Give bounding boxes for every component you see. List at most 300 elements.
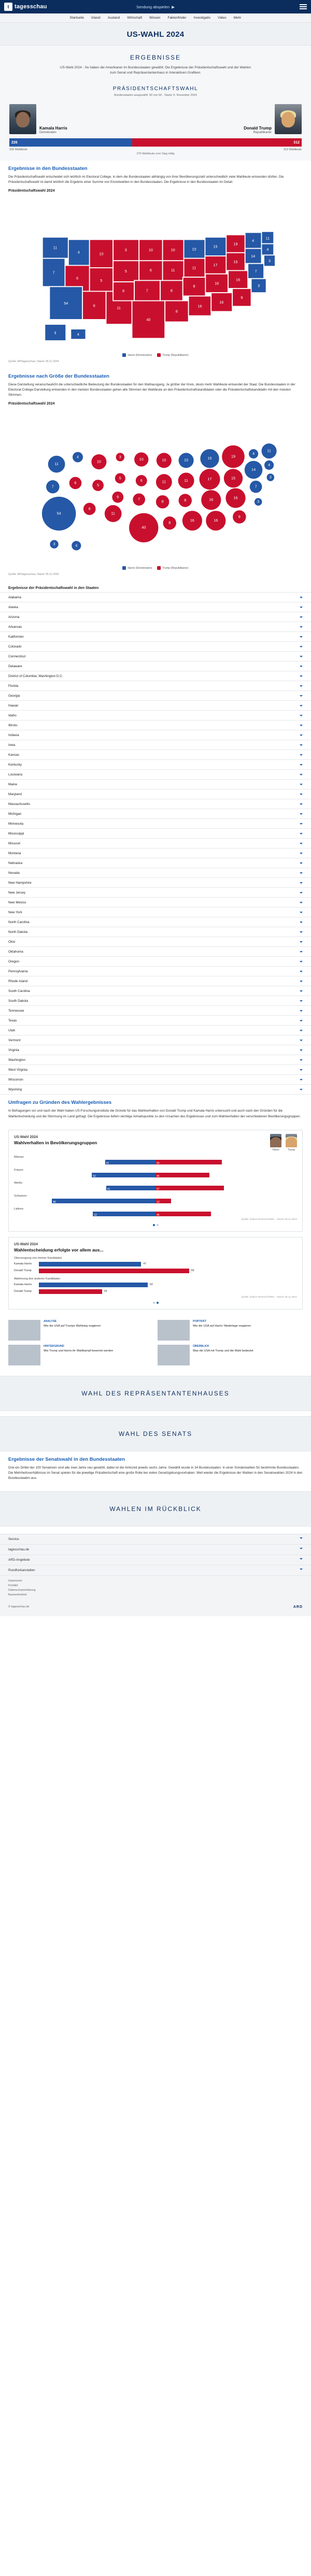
state-row[interactable] (0, 1035, 311, 1045)
chevron-down-icon (300, 754, 303, 756)
size-map-caption: Quelle: AP/tagesschau; Stand: 06.11.2024 (8, 573, 59, 577)
state-name: Ohio (8, 940, 16, 944)
svg-text:17: 17 (213, 263, 218, 268)
svg-text:19: 19 (233, 241, 238, 247)
hbar-value: 29 (104, 1290, 107, 1293)
play-broadcast-button[interactable] (136, 5, 175, 9)
state-name: Arkansas (8, 625, 22, 629)
chevron-down-icon (300, 1049, 303, 1051)
hbar-label: Kamala Harris (14, 1283, 32, 1287)
survey-group-bar (14, 1173, 297, 1177)
svg-text:6: 6 (140, 478, 143, 483)
state-name: Idaho (8, 713, 17, 717)
state-name: South Dakota (8, 999, 29, 1003)
chevron-down-icon (300, 794, 303, 795)
state-name: Rhode Island (8, 979, 28, 983)
svg-text:7: 7 (138, 497, 140, 502)
svg-text:6: 6 (76, 276, 79, 281)
state-row[interactable] (0, 1065, 311, 1075)
senate-results-block (0, 1451, 311, 1486)
carousel-dots[interactable] (14, 1224, 297, 1226)
candidate-harris (4, 104, 156, 134)
teaser-thumbnail (158, 1345, 190, 1365)
threshold-note: 270 Wahlleute zum Sieg nötig (0, 151, 311, 161)
svg-text:11: 11 (162, 479, 166, 484)
surveys-block (0, 1095, 311, 1124)
survey2-source: Quelle: Edison Research/NBC · Stand: 06.11.2024 (241, 1296, 297, 1299)
legend-left: 226 Wahlleute (9, 148, 27, 152)
harris-label: Harris (272, 1148, 279, 1152)
chevron-down-icon (300, 823, 303, 825)
page-title: US-WAHL 2024 (126, 30, 185, 39)
svg-text:40: 40 (142, 525, 146, 530)
svg-text:9: 9 (238, 514, 241, 520)
survey2-block2 (14, 1283, 297, 1294)
us-choropleth-map[interactable] (8, 195, 303, 351)
state-row[interactable] (0, 898, 311, 908)
state-row[interactable] (0, 799, 311, 809)
states-accordion (0, 592, 311, 1095)
presidential-meta: Bundesstaaten ausgezählt: 50 von 50 · Stand: 6. November 2024 (114, 94, 197, 97)
nav-item-4[interactable]: Wissen (149, 16, 161, 20)
state-row[interactable] (0, 937, 311, 947)
chevron-down-icon (300, 1558, 303, 1560)
state-row[interactable] (0, 868, 311, 878)
survey-card-groups (8, 1130, 303, 1232)
chevron-down-icon (300, 931, 303, 933)
harris-photo (9, 104, 36, 134)
trump-name: Donald Trump (244, 126, 272, 131)
state-name: Arizona (8, 615, 20, 619)
survey-group-label: Latinos (14, 1207, 24, 1211)
svg-text:54: 54 (56, 511, 61, 516)
carousel-dots-2[interactable] (14, 1302, 297, 1304)
svg-text:6: 6 (122, 289, 125, 294)
chevron-down-icon (300, 1537, 303, 1539)
state-name: Minnesota (8, 822, 24, 826)
brand-logo[interactable] (4, 3, 47, 11)
state-name: Virginia (8, 1048, 19, 1052)
survey-value-left: 86 (53, 1200, 56, 1204)
svg-text:8: 8 (193, 284, 195, 289)
chevron-down-icon (300, 813, 303, 815)
svg-text:6: 6 (88, 506, 91, 511)
chevron-down-icon (300, 725, 303, 726)
svg-text:6: 6 (93, 303, 95, 308)
svg-text:8: 8 (170, 288, 173, 293)
survey-value-right: 57 (157, 1187, 160, 1191)
state-row[interactable] (0, 721, 311, 730)
us-bubble-map[interactable] (8, 408, 303, 564)
svg-text:3: 3 (268, 258, 271, 264)
legend-rep: Trump (Republikaner) (157, 353, 188, 357)
teaser-text-wrap (193, 1320, 251, 1341)
state-row[interactable] (0, 996, 311, 1006)
hbar-label: Donald Trump (14, 1290, 32, 1293)
electors-map-text: Die Präsidentschaftswahl entscheidet sich letztlich im Electoral College, in dem die Bundesstaaten abhängig von ihrer Bevölkerungszahl unterschiedlich viele Wahlleute entsenden dürfen. Die Präsidentschaftswahl ist damit letztlich die Ergebnis einer Summe von Einzelwahlen in den Bundesstaaten. Die Ergebnisse in den Bundesstaaten im Detail. (8, 175, 284, 184)
nav-item-5[interactable]: Faktenfinder (167, 16, 187, 20)
svg-text:10: 10 (96, 459, 101, 464)
hbar-fill (39, 1262, 141, 1267)
chevron-down-icon (300, 843, 303, 844)
bubble-map-legend (8, 564, 303, 571)
svg-text:11: 11 (53, 245, 58, 250)
page-footer (0, 1534, 311, 1616)
chevron-down-icon (300, 833, 303, 834)
survey-group-bar (14, 1212, 297, 1216)
state-name: Washington (8, 1058, 26, 1062)
svg-text:4: 4 (268, 463, 271, 468)
state-name: Vermont (8, 1038, 21, 1042)
svg-text:8: 8 (168, 521, 171, 526)
svg-text:4: 4 (266, 247, 269, 252)
state-name: West Virginia (8, 1068, 27, 1072)
chevron-down-icon (300, 764, 303, 766)
state-row[interactable] (0, 780, 311, 789)
article-teaser[interactable] (158, 1345, 303, 1365)
state-row[interactable] (0, 1085, 311, 1095)
chevron-down-icon (300, 1059, 303, 1061)
teaser-kicker: HINTERGRUND (44, 1344, 64, 1348)
state-row[interactable] (0, 612, 311, 622)
candidate-trump (156, 104, 307, 134)
hbar-row (14, 1289, 297, 1294)
state-row[interactable] (0, 819, 311, 829)
chevron-down-icon (300, 626, 303, 628)
survey-group-bar (14, 1186, 297, 1190)
legend-dem: Harris (Demokraten) (122, 353, 152, 357)
size-map-label: Präsidentschaftswahl 2024 (8, 402, 55, 406)
ard-logo: ARD (293, 1605, 303, 1609)
state-row[interactable] (0, 839, 311, 848)
survey-group-bar (14, 1160, 297, 1164)
trump-photo-small (286, 1134, 297, 1147)
state-row[interactable] (0, 1016, 311, 1026)
state-row[interactable] (0, 661, 311, 671)
nav-item-3[interactable]: Wirtschaft (127, 16, 143, 20)
teaser-headline: Was die USA mit Trump und die Wahl bedeutet (193, 1349, 253, 1353)
state-name: Iowa (8, 743, 16, 747)
state-row[interactable] (0, 967, 311, 976)
svg-text:5: 5 (100, 278, 103, 283)
svg-text:6: 6 (149, 268, 152, 273)
state-name: Texas (8, 1018, 17, 1023)
state-row[interactable] (0, 848, 311, 858)
us-map-svg (8, 195, 303, 350)
chevron-down-icon (300, 597, 303, 598)
state-name: Maine (8, 782, 18, 786)
state-name: South Carolina (8, 989, 30, 993)
teaser-kicker: ÜBERBLICK (193, 1344, 209, 1348)
survey-card-motivation (8, 1237, 303, 1309)
carousel-dot-2[interactable] (157, 1224, 159, 1226)
nav-item-7[interactable]: Video (218, 16, 227, 20)
state-name: Pennsylvania (8, 969, 28, 973)
footer-meta-link[interactable]: Impressum (8, 1579, 22, 1582)
survey-value-left: 41 (107, 1187, 110, 1191)
state-row[interactable] (0, 681, 311, 691)
state-name: Florida (8, 684, 19, 688)
footer-link-label: tagesschau.de (8, 1547, 30, 1551)
state-name: Alaska (8, 605, 18, 609)
state-row[interactable] (0, 750, 311, 760)
state-row[interactable] (0, 760, 311, 770)
state-row[interactable] (0, 908, 311, 917)
teaser-headline: Wie die USA auf Harris' Niederlage reagieren (193, 1325, 251, 1328)
footer-meta-link[interactable]: Kontakt (8, 1584, 18, 1587)
legend-dem-2: Harris (Demokraten) (122, 566, 152, 570)
svg-text:14: 14 (251, 467, 256, 472)
footer-meta-link[interactable]: Datenschutzerklärung (8, 1589, 36, 1592)
article-teaser[interactable] (158, 1320, 303, 1341)
state-name: Wisconsin (8, 1077, 23, 1082)
state-row[interactable] (0, 1026, 311, 1035)
footer-link-row[interactable] (0, 1565, 311, 1576)
svg-text:7: 7 (146, 288, 148, 293)
state-name: Louisiana (8, 772, 22, 776)
survey2-title: Wahlentscheidung erfolgte vor allem aus... (14, 1247, 104, 1253)
state-row[interactable] (0, 927, 311, 937)
chevron-down-icon (300, 607, 303, 608)
svg-text:10: 10 (99, 251, 104, 256)
state-name: Michigan (8, 812, 22, 816)
chevron-down-icon (300, 784, 303, 785)
footer-link-row[interactable] (0, 1545, 311, 1555)
state-row[interactable] (0, 1075, 311, 1085)
hbar-value: 69 (191, 1269, 194, 1273)
state-name: Oklahoma (8, 949, 23, 954)
teaser-kicker: ANALYSE (44, 1319, 57, 1323)
state-row[interactable] (0, 691, 311, 701)
svg-text:11: 11 (265, 236, 270, 241)
svg-text:10: 10 (171, 248, 175, 253)
svg-text:4: 4 (77, 332, 79, 337)
chevron-down-icon (300, 1040, 303, 1041)
svg-text:11: 11 (171, 268, 175, 273)
survey-group (14, 1195, 297, 1203)
teaser-headline: Wie Trump und Harris ihr Wahlkampf bewertet werden (44, 1349, 114, 1353)
state-row[interactable] (0, 632, 311, 642)
svg-text:11: 11 (184, 478, 188, 483)
chevron-down-icon (300, 1069, 303, 1071)
svg-text:7: 7 (52, 270, 55, 275)
legend-rep-2: Trump (Republikaner) (157, 566, 188, 570)
size-map-text: Diese Darstellung veranschaulicht die unterschiedliche Bedeutung der Bundesstaaten für den Wahlausgang. Je größer der Kreis, desto mehr Wahlleute entsendet der Staat. Die Bundesstaaten in der Electoral-College-Darstellung entsenden in den meisten Bundesstaaten gehen alle Stimmen der Wahlleute an den Präsidentschaftskandidaten oder die Präsidentschaftskandidatin mit den meisten Stimmen. (8, 383, 295, 397)
survey2-eyebrow: US-Wahl 2024 (14, 1242, 38, 1246)
state-row[interactable] (0, 858, 311, 868)
chevron-down-icon (300, 675, 303, 677)
survey-value-left: 52 (94, 1213, 97, 1217)
svg-text:7: 7 (255, 269, 257, 274)
state-row[interactable] (0, 602, 311, 612)
svg-text:4: 4 (76, 454, 79, 459)
svg-text:19: 19 (231, 454, 236, 459)
svg-text:16: 16 (233, 495, 238, 500)
state-row[interactable] (0, 947, 311, 957)
state-row[interactable] (0, 789, 311, 799)
state-name: Nevada (8, 871, 20, 875)
state-row[interactable] (0, 1006, 311, 1016)
survey-value-right: 13 (157, 1200, 160, 1204)
state-row[interactable] (0, 1055, 311, 1065)
state-name: Utah (8, 1028, 16, 1032)
state-name: Tennessee (8, 1009, 24, 1013)
state-row[interactable] (0, 593, 311, 602)
footer-links (0, 1534, 311, 1576)
chevron-down-icon (300, 862, 303, 864)
hamburger-icon[interactable] (300, 4, 307, 9)
footer-meta-link[interactable]: Barrierefreiheit (8, 1593, 27, 1597)
chevron-down-icon (300, 892, 303, 894)
state-row[interactable] (0, 770, 311, 780)
chevron-down-icon (300, 990, 303, 992)
state-row[interactable] (0, 888, 311, 898)
electoral-bar-legend (0, 147, 311, 151)
state-row[interactable] (0, 809, 311, 819)
survey-value-left: 53 (93, 1174, 96, 1178)
state-name: Hawaii (8, 703, 18, 708)
state-name: Alabama (8, 595, 21, 599)
svg-text:16: 16 (209, 497, 214, 502)
teaser-thumbnail (8, 1320, 40, 1341)
chevron-down-icon (300, 971, 303, 972)
svg-text:3: 3 (53, 541, 55, 546)
carousel-dot-1[interactable] (153, 1224, 155, 1226)
house-title: WAHL DES REPRÄSENTANTENHAUSES (81, 1389, 230, 1397)
svg-text:16: 16 (197, 304, 202, 309)
hbar-value: 47 (143, 1262, 147, 1266)
chevron-down-icon (300, 695, 303, 697)
carousel-dot-2-1[interactable] (153, 1302, 155, 1304)
chevron-down-icon (300, 803, 303, 805)
electoral-bar-dem: 226 (9, 138, 132, 147)
svg-text:11: 11 (117, 306, 121, 311)
trump-party: Republikaner (253, 131, 272, 135)
svg-text:7: 7 (51, 484, 54, 490)
survey-group-label: Frauen (14, 1168, 23, 1172)
teaser-thumbnail (158, 1320, 190, 1341)
state-row[interactable] (0, 642, 311, 652)
svg-text:10: 10 (148, 248, 153, 253)
svg-text:3: 3 (119, 454, 121, 459)
electoral-bar-rep: 312 (132, 138, 302, 147)
surveys-text: In Befragungen vor und nach der Wahl haben US-Forschungsinstitute die Gründe für das Wahlverhalten von Donald Trump und Kamala Harris untersucht und auch nach den Gründen für die Wahlentscheidung und die Stimmung im Land gefragt. Die Ergebnisse liefern wichtige Anhaltspunkte zu den Ursachen des Ergebnisses und zum Wahlverhalten der verschiedenen Bevölkerungsgruppen. (8, 1109, 301, 1118)
footer-link-row[interactable] (0, 1534, 311, 1545)
state-row[interactable] (0, 957, 311, 967)
svg-text:3: 3 (257, 499, 260, 505)
survey-value-right: 46 (157, 1213, 160, 1217)
state-name: New Mexico (8, 900, 26, 904)
harris-party: Demokraten (39, 131, 56, 135)
svg-text:15: 15 (233, 260, 238, 265)
state-row[interactable] (0, 671, 311, 681)
survey-group-label: Schwarze (14, 1194, 27, 1198)
state-name: Missouri (8, 841, 21, 845)
state-row[interactable] (0, 740, 311, 750)
svg-text:10: 10 (139, 457, 144, 462)
svg-text:11: 11 (54, 462, 59, 467)
footer-link-label: Rundfunkanstalten (8, 1568, 35, 1572)
state-row[interactable] (0, 917, 311, 927)
presidential-header (0, 81, 311, 101)
survey-value-left: 42 (106, 1161, 109, 1165)
svg-text:54: 54 (64, 301, 68, 306)
chevron-down-icon (300, 961, 303, 962)
chevron-down-icon (300, 715, 303, 716)
state-row[interactable] (0, 829, 311, 839)
legend-right: 312 Wahlleute (284, 148, 302, 152)
state-row[interactable] (0, 976, 311, 986)
state-name: Nebraska (8, 861, 22, 865)
size-map-title: Ergebnisse nach Größe der Bundesstaaten (8, 373, 109, 380)
logo-mark-icon: t (4, 3, 12, 11)
results-heading: ERGEBNISSE (130, 54, 181, 61)
electors-map-block (0, 161, 311, 368)
nav-item-1[interactable]: Inland (91, 16, 101, 20)
chevron-down-icon (300, 853, 303, 854)
svg-text:16: 16 (215, 281, 219, 286)
chevron-down-icon (300, 912, 303, 913)
svg-text:16: 16 (190, 518, 194, 523)
state-row[interactable] (0, 711, 311, 721)
nav-item-2[interactable]: Ausland (107, 16, 120, 20)
hbar-row (14, 1269, 297, 1273)
trump-photo (275, 104, 302, 134)
article-teaser[interactable] (8, 1345, 153, 1365)
senate-section (0, 1416, 311, 1451)
results-section-header (0, 46, 311, 81)
article-teaser[interactable] (8, 1320, 153, 1341)
footer-link-row[interactable] (0, 1555, 311, 1565)
state-row[interactable] (0, 622, 311, 632)
survey1-title: Wahlverhalten in Bevölkerungsgruppen (14, 1140, 97, 1145)
us-bubble-map-svg (8, 408, 303, 563)
svg-text:3: 3 (269, 474, 272, 480)
svg-text:3: 3 (124, 248, 127, 253)
chevron-down-icon (300, 951, 303, 953)
state-row[interactable] (0, 878, 311, 888)
state-name: Indiana (8, 733, 19, 737)
svg-text:8: 8 (184, 498, 187, 503)
carousel-dot-2-2[interactable] (157, 1302, 159, 1304)
nav-item-6[interactable]: Investigativ (193, 16, 211, 20)
state-row[interactable] (0, 1045, 311, 1055)
nav-item-8[interactable]: Mehr (233, 16, 242, 20)
state-row[interactable] (0, 730, 311, 740)
svg-text:10: 10 (192, 247, 196, 252)
nav-item-0[interactable]: Startseite (69, 16, 84, 20)
page-title-band (0, 23, 311, 46)
svg-text:14: 14 (251, 254, 256, 259)
state-name: Oregon (8, 959, 20, 963)
chevron-down-icon (300, 1079, 303, 1081)
footer-meta (0, 1576, 311, 1601)
state-row[interactable] (0, 986, 311, 996)
state-row[interactable] (0, 701, 311, 711)
state-name: Montana (8, 851, 21, 855)
state-name: Illinois (8, 723, 18, 727)
survey1-groups (14, 1156, 297, 1216)
electoral-bar-wrap (0, 134, 311, 147)
copyright: © tagesschau.de (8, 1605, 30, 1608)
chevron-down-icon (300, 685, 303, 687)
svg-text:15: 15 (213, 244, 218, 249)
svg-text:17: 17 (207, 477, 212, 482)
chevron-down-icon (300, 705, 303, 707)
chevron-down-icon (300, 941, 303, 943)
footer-link-label: ARD-Angebote (8, 1558, 30, 1562)
state-row[interactable] (0, 652, 311, 661)
